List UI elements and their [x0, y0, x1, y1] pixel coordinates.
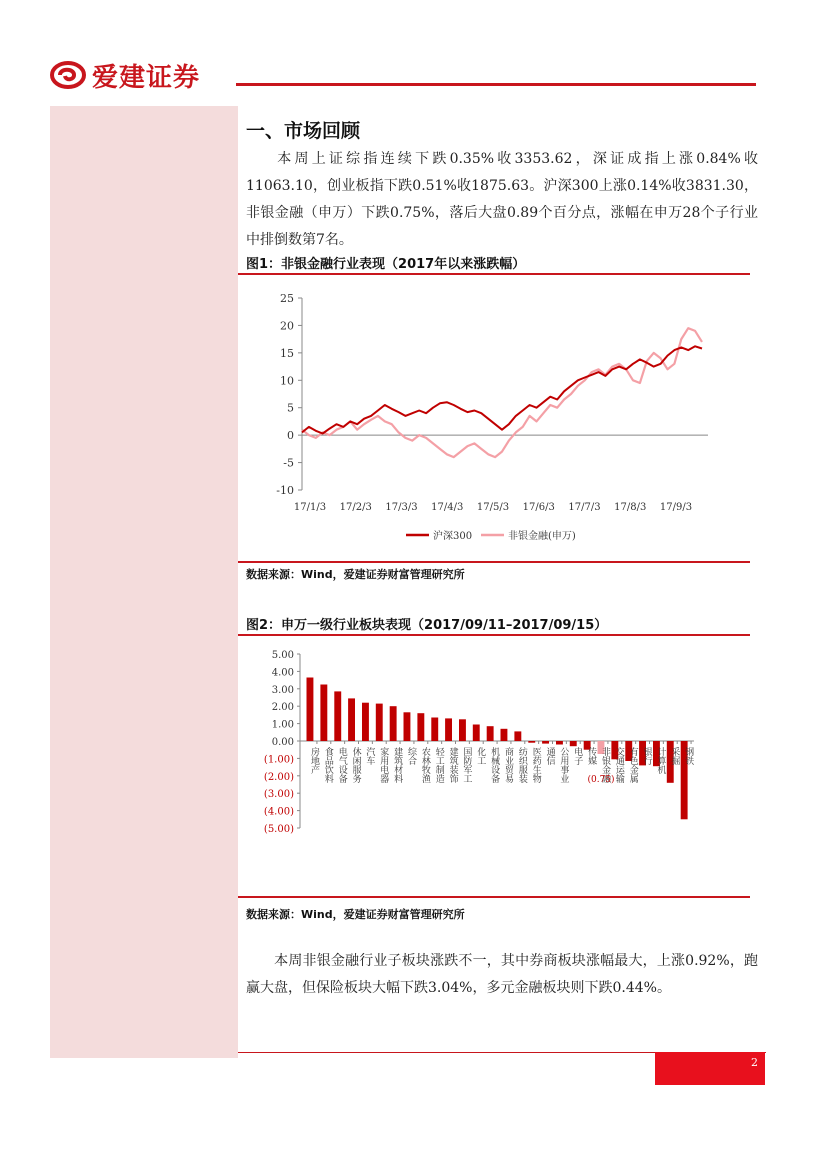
market-review-text: 本周上证综指连续下跌0.35%收3353.62，深证成指上涨0.84%收11063.10，创业板指下跌0.51%收1875.63。沪深300上涨0.14%收3831.30，非银金融（申万）下跌0.75%，落后大盘0.89个百分点，涨幅在申万28个子行业中排倒数第7名。 [246, 151, 758, 248]
bar-农林牧渔 [417, 713, 424, 741]
sub-sector-text: 本周非银金融行业子板块涨跌不一，其中券商板块涨幅最大，上涨0.92%，跑赢大盘，但保险板块大幅下跌3.04%，多元金融板块则下跌0.44%。 [246, 953, 758, 996]
category-label: 有色金属 [627, 747, 638, 783]
figure1-title: 图1：非银金融行业表现（2017年以来涨跌幅） [246, 257, 526, 272]
category-label: 综合 [406, 747, 416, 765]
category-label: 传媒 [586, 747, 597, 765]
category-label: 轻工制造 [433, 747, 444, 783]
category-label: 化工 [475, 747, 486, 765]
page-number: 2 [751, 1056, 758, 1069]
series-line-1 [302, 328, 702, 457]
bar-电子 [570, 741, 577, 746]
bar-纺织服装 [514, 731, 521, 741]
figure1-bottom-rule [238, 561, 750, 563]
y-tick-label: -5 [283, 456, 294, 470]
category-label: 非银金融 [600, 747, 610, 783]
x-tick-label: 17/9/3 [659, 502, 693, 513]
category-label: 计算机 [655, 747, 666, 774]
category-label: 公用事业 [558, 747, 569, 783]
y-tick-label: -10 [276, 484, 294, 497]
series-line-0 [302, 346, 702, 433]
bar-医药生物 [528, 741, 535, 743]
bar-建筑材料 [390, 706, 397, 741]
bar-房地产 [307, 678, 314, 742]
category-label: 交通运输 [613, 747, 624, 783]
bar-化工 [473, 725, 480, 742]
bar-国防军工 [459, 719, 466, 741]
y-tick-label: 25 [280, 292, 294, 305]
y-tick-label: (2.00) [263, 771, 294, 783]
bar-综合 [404, 712, 411, 741]
left-sidebar-band [50, 106, 238, 1058]
legend-label-hs300: 沪深300 [433, 531, 473, 542]
category-label: 采掘 [669, 747, 680, 765]
market-review-paragraph [246, 146, 758, 254]
category-label: 电气设备 [336, 747, 347, 783]
header-divider [236, 83, 756, 86]
category-label: 国防军工 [461, 747, 472, 783]
bar-chart-sw-industries [246, 640, 750, 896]
figure2-title: 图2：申万一级行业板块表现（2017/09/11–2017/09/15） [246, 618, 608, 633]
category-label: 商业贸易 [503, 747, 513, 783]
x-tick-label: 17/6/3 [522, 502, 555, 513]
bar-休闲服务 [348, 698, 355, 741]
y-tick-label: 0 [287, 429, 294, 443]
y-tick-label: (5.00) [263, 824, 294, 835]
x-tick-label: 17/7/3 [568, 502, 601, 513]
figure2-top-rule [238, 634, 750, 636]
y-tick-label: 1.00 [271, 719, 294, 731]
page-number-box [655, 1052, 765, 1085]
sub-sector-paragraph [246, 948, 758, 1002]
category-label: 建筑装饰 [447, 747, 458, 783]
y-tick-label: 5.00 [271, 650, 294, 661]
bar-电气设备 [334, 691, 341, 741]
category-label: 汽车 [364, 747, 375, 765]
y-tick-label: 15 [280, 346, 294, 360]
bar-机械设备 [487, 726, 494, 741]
section-title: 一、市场回顾 [246, 120, 361, 142]
x-tick-label: 17/8/3 [614, 502, 647, 513]
category-label: 通信 [544, 747, 555, 765]
y-tick-label: 10 [280, 374, 294, 388]
x-tick-label: 17/5/3 [476, 502, 510, 513]
y-tick-label: (1.00) [263, 754, 294, 766]
category-label: 钢铁 [683, 747, 694, 765]
figure1-source: 数据来源：Wind，爱建证券财富管理研究所 [246, 568, 465, 581]
category-label: 机械设备 [489, 747, 500, 783]
bar-轻工制造 [431, 718, 438, 742]
bar-商业贸易 [501, 729, 508, 741]
category-label: 纺织服装 [516, 747, 527, 783]
bar-建筑装饰 [445, 718, 452, 741]
brand-name: 爱建证券 [92, 62, 201, 93]
brand-logo [50, 58, 200, 92]
x-tick-label: 17/2/3 [339, 502, 372, 513]
bar-公用事业 [556, 741, 563, 745]
category-label: 银行 [641, 747, 652, 765]
y-tick-label: 2.00 [271, 702, 294, 714]
category-label: 电子 [572, 747, 583, 765]
y-tick-label: 20 [280, 319, 294, 333]
highlight-data-label: (0.75) [587, 775, 615, 786]
bar-家用电器 [376, 704, 383, 741]
bar-通信 [542, 741, 549, 744]
figure2-source: 数据来源：Wind，爱建证券财富管理研究所 [246, 908, 465, 921]
y-tick-label: (4.00) [263, 806, 294, 818]
x-tick-label: 17/4/3 [431, 502, 464, 513]
x-tick-label: 17/1/3 [293, 502, 327, 513]
y-tick-label: 3.00 [271, 684, 294, 696]
category-label: 食品饮料 [322, 747, 333, 783]
legend-label-nonbank: 非银金融(申万) [508, 531, 576, 542]
bar-汽车 [362, 703, 369, 741]
y-tick-label: 5 [287, 401, 294, 415]
category-label: 家用电器 [378, 747, 389, 783]
category-label: 休闲服务 [350, 747, 361, 783]
x-tick-label: 17/3/3 [385, 502, 418, 513]
category-label: 农林牧渔 [419, 747, 430, 783]
figure2-bottom-rule [238, 896, 750, 898]
category-label: 建筑材料 [392, 747, 403, 783]
y-tick-label: 0.00 [271, 737, 294, 748]
y-tick-label: (3.00) [263, 789, 294, 801]
category-label: 医药生物 [530, 747, 541, 783]
line-chart-nonbank-vs-hs300 [246, 282, 750, 562]
brand-swirl-icon [50, 60, 86, 90]
bar-食品饮料 [320, 685, 327, 742]
category-label: 房地产 [309, 747, 319, 774]
y-tick-label: 4.00 [271, 667, 294, 679]
figure1-top-rule [238, 273, 750, 275]
